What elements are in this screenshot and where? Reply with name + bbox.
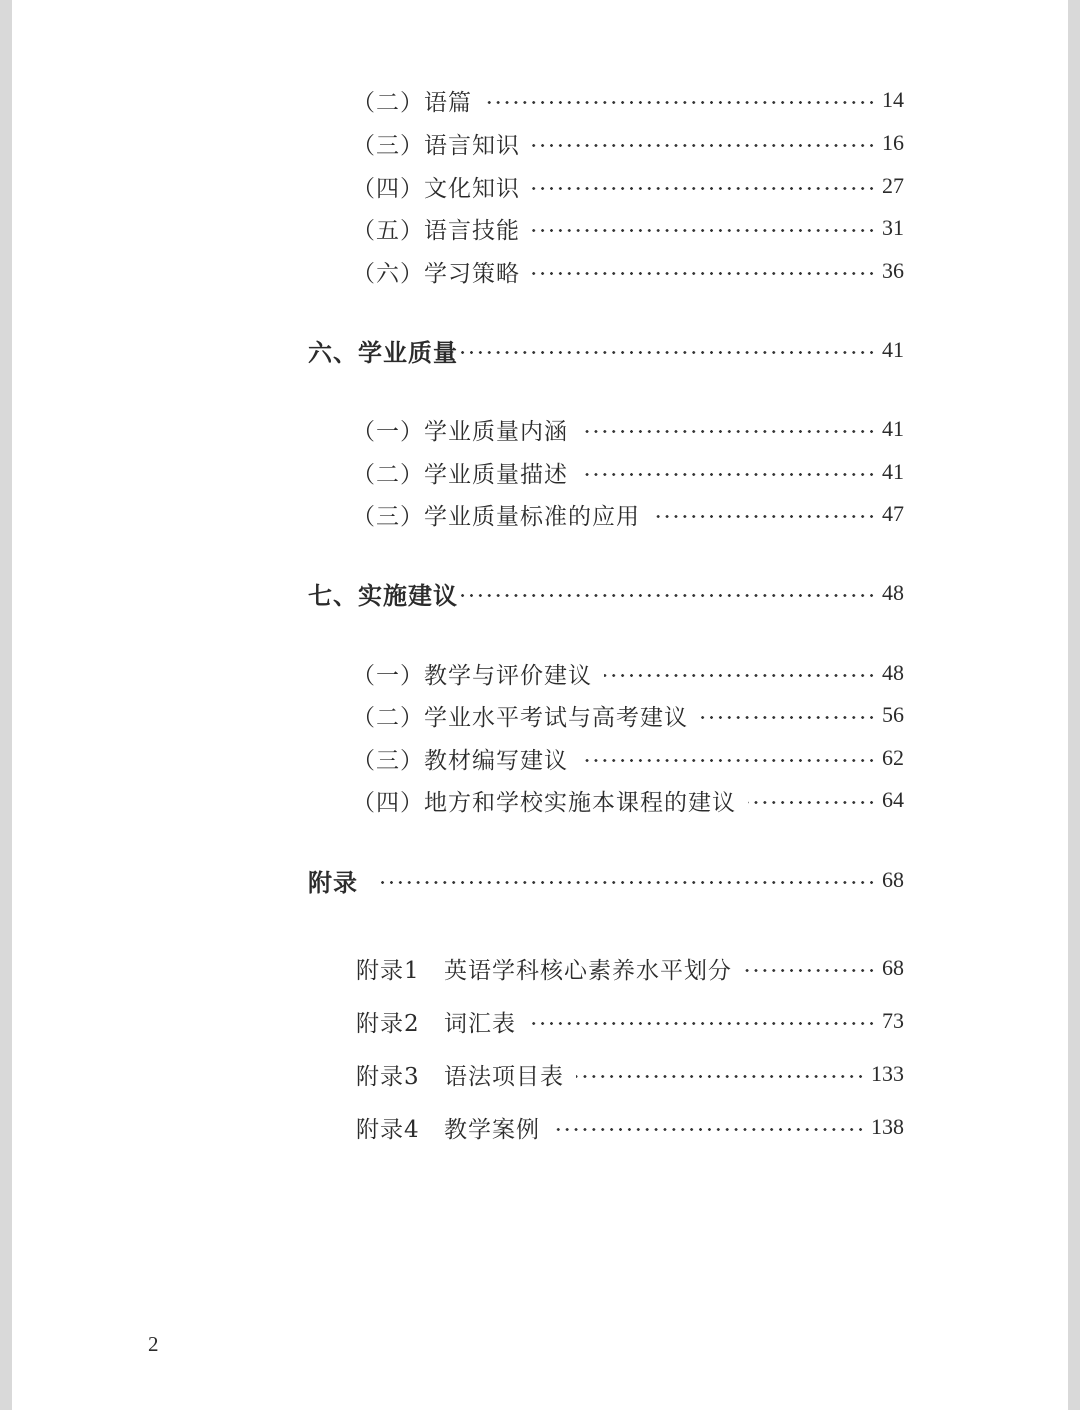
dot-leader — [580, 473, 876, 476]
toc-entry-label: （六）学习策略 — [352, 260, 520, 287]
toc-chapter-7[interactable] — [308, 573, 904, 613]
dot-leader — [378, 881, 876, 884]
toc-entry[interactable] — [352, 695, 904, 735]
dot-leader — [652, 515, 876, 518]
toc-page-number: 64 — [882, 787, 904, 812]
document-page — [12, 0, 1068, 1410]
toc-page-number: 138 — [871, 1114, 904, 1139]
toc-page-number: 36 — [882, 258, 904, 283]
toc-page-number: 56 — [882, 702, 904, 727]
toc-page-number: 133 — [871, 1061, 904, 1086]
toc-appendix-entry[interactable] — [356, 1054, 904, 1094]
dot-leader — [700, 716, 876, 719]
dot-leader — [748, 801, 876, 804]
toc-entry-label: （五）语言技能 — [352, 217, 520, 244]
toc-entry[interactable] — [352, 494, 904, 534]
toc-entry-label: （一）教学与评价建议 — [352, 662, 592, 689]
toc-page-number: 41 — [882, 416, 904, 441]
dot-leader — [460, 351, 876, 354]
toc-page-number: 68 — [882, 867, 904, 892]
toc-entry[interactable] — [352, 780, 904, 820]
dot-leader — [532, 187, 876, 190]
toc-page-number: 14 — [882, 87, 904, 112]
toc-entry-label: （三）语言知识 — [352, 132, 520, 159]
footer-page-number: 2 — [148, 1332, 159, 1356]
toc-page-number: 27 — [882, 173, 904, 198]
appendix-title: 语法项目表 — [444, 1063, 564, 1090]
toc-entry[interactable] — [352, 80, 904, 120]
appendix-number: 附录3 — [356, 1063, 420, 1090]
dot-leader — [744, 969, 876, 972]
toc-page-number: 41 — [882, 459, 904, 484]
toc-entry[interactable] — [352, 409, 904, 449]
toc-chapter-label: 六、学业质量 — [308, 337, 458, 367]
appendix-number: 附录1 — [356, 957, 420, 984]
appendix-title: 教学案例 — [444, 1116, 540, 1143]
toc-page-number: 41 — [882, 337, 904, 362]
toc-entry-label: （三）学业质量标准的应用 — [352, 503, 640, 530]
dot-leader — [580, 759, 876, 762]
appendix-number: 附录2 — [356, 1010, 420, 1037]
toc-page-number: 62 — [882, 745, 904, 770]
dot-leader — [532, 144, 876, 147]
dot-leader — [552, 1128, 865, 1131]
toc-entry-label: （二）学业水平考试与高考建议 — [352, 704, 688, 731]
toc-chapter-label: 附录 — [308, 867, 358, 897]
appendix-title: 词汇表 — [444, 1010, 516, 1037]
toc-entry[interactable] — [352, 123, 904, 163]
dot-leader — [484, 101, 876, 104]
toc-entry[interactable] — [352, 251, 904, 291]
toc-appendix-entry[interactable] — [356, 1107, 904, 1147]
toc-entry[interactable] — [352, 452, 904, 492]
toc-page-number: 68 — [882, 955, 904, 980]
toc-entry[interactable] — [352, 738, 904, 778]
dot-leader — [576, 1075, 865, 1078]
appendix-title: 英语学科核心素养水平划分 — [444, 957, 732, 984]
toc-entry-label: （四）文化知识 — [352, 175, 520, 202]
toc-page-number: 48 — [882, 580, 904, 605]
toc-page-number: 73 — [882, 1008, 904, 1033]
dot-leader — [580, 430, 876, 433]
toc-entry-label: （四）地方和学校实施本课程的建议 — [352, 789, 736, 816]
toc-page-number: 31 — [882, 215, 904, 240]
toc-entry-label: （二）学业质量描述 — [352, 461, 568, 488]
appendix-number: 附录4 — [356, 1116, 420, 1143]
toc-chapter-6[interactable] — [308, 330, 904, 370]
toc-page-number: 16 — [882, 130, 904, 155]
dot-leader — [460, 594, 876, 597]
dot-leader — [532, 229, 876, 232]
dot-leader — [532, 272, 876, 275]
toc-appendix-entry[interactable] — [356, 948, 904, 988]
toc-entry-label: （三）教材编写建议 — [352, 747, 568, 774]
dot-leader — [528, 1022, 876, 1025]
toc-page-number: 47 — [882, 501, 904, 526]
toc-chapter-label: 七、实施建议 — [308, 580, 458, 610]
toc-entry[interactable] — [352, 653, 904, 693]
toc-appendix-entry[interactable] — [356, 1001, 904, 1041]
toc-entry-label: （一）学业质量内涵 — [352, 418, 568, 445]
toc-entry[interactable] — [352, 166, 904, 206]
toc-appendix[interactable] — [308, 860, 904, 900]
toc-page-number: 48 — [882, 660, 904, 685]
toc-entry[interactable] — [352, 208, 904, 248]
toc-entry-label: （二）语篇 — [352, 89, 472, 116]
dot-leader — [604, 674, 876, 677]
